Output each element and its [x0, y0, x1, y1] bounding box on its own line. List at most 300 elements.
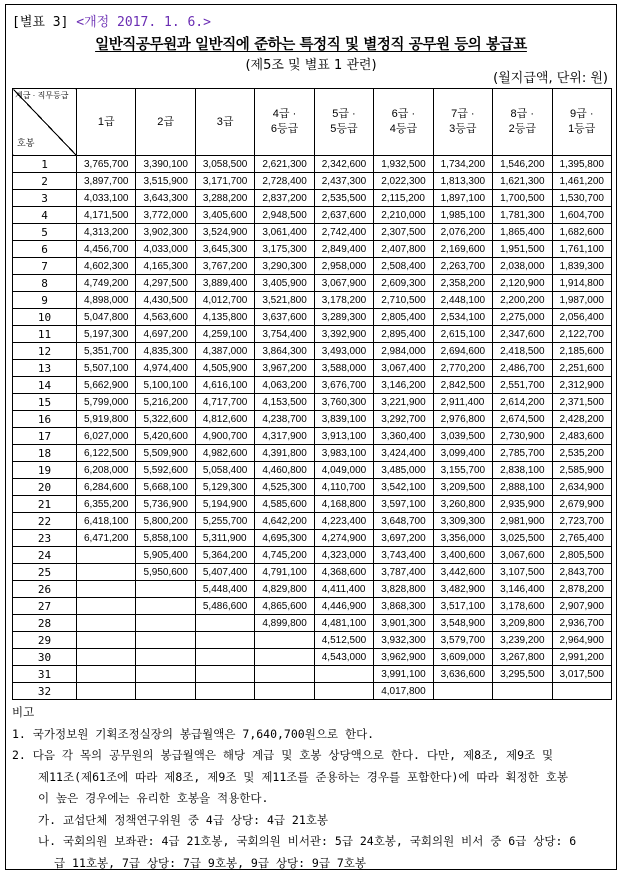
salary-cell: 4,829,800: [255, 581, 314, 598]
salary-cell: 5,129,300: [195, 479, 254, 496]
salary-cell: 2,076,200: [433, 224, 492, 241]
table-row: [13, 190, 612, 207]
salary-cell: 3,515,900: [136, 173, 195, 190]
salary-cell: 1,700,500: [493, 190, 552, 207]
salary-cell: 4,313,200: [77, 224, 136, 241]
salary-cell: 3,061,400: [255, 224, 314, 241]
salary-cell: [433, 683, 492, 700]
step-number-cell: 29: [13, 632, 77, 649]
salary-cell: 2,437,300: [314, 173, 373, 190]
salary-cell: 2,418,500: [493, 343, 552, 360]
salary-cell: 5,668,100: [136, 479, 195, 496]
salary-cell: 3,597,100: [374, 496, 433, 513]
salary-cell: 5,322,600: [136, 411, 195, 428]
salary-cell: 4,505,900: [195, 360, 254, 377]
salary-cell: 5,507,100: [77, 360, 136, 377]
salary-cell: 3,017,500: [552, 666, 612, 683]
table-row: [13, 258, 612, 275]
salary-cell: 4,456,700: [77, 241, 136, 258]
salary-cell: 3,221,900: [374, 394, 433, 411]
salary-cell: 2,210,000: [374, 207, 433, 224]
salary-cell: 4,602,300: [77, 258, 136, 275]
salary-cell: 4,900,700: [195, 428, 254, 445]
salary-cell: 3,754,400: [255, 326, 314, 343]
salary-cell: 2,805,400: [374, 309, 433, 326]
salary-cell: 3,889,400: [195, 275, 254, 292]
note-2-item-ga: 가. 교섭단체 정책연구위원 중 4급 상당: 4급 21호봉: [38, 812, 328, 827]
note-2-line-1: 2. 다음 각 목의 공무원의 봉급월액은 해당 계급 및 호봉 상당액으로 한다. 다만, 제8조, 제9조 및: [12, 748, 554, 762]
salary-cell: 3,309,300: [433, 513, 492, 530]
table-header-row: [13, 89, 612, 156]
column-header: [77, 89, 136, 156]
salary-cell: 4,745,200: [255, 547, 314, 564]
salary-cell: 3,760,300: [314, 394, 373, 411]
salary-cell: 4,165,300: [136, 258, 195, 275]
column-header-line: 9급 ·: [570, 108, 594, 120]
salary-cell: 3,868,300: [374, 598, 433, 615]
salary-cell: 2,958,000: [314, 258, 373, 275]
salary-cell: [136, 649, 195, 666]
salary-cell: 5,255,700: [195, 513, 254, 530]
salary-cell: 2,634,900: [552, 479, 612, 496]
salary-cell: 5,509,900: [136, 445, 195, 462]
salary-cell: 6,471,200: [77, 530, 136, 547]
step-number-cell: 9: [13, 292, 77, 309]
salary-cell: 4,168,800: [314, 496, 373, 513]
salary-cell: 4,274,900: [314, 530, 373, 547]
salary-cell: 3,767,200: [195, 258, 254, 275]
table-row: [13, 428, 612, 445]
salary-cell: 3,025,500: [493, 530, 552, 547]
table-row: [13, 598, 612, 615]
document-page: [5, 4, 617, 870]
column-header-line: 3급: [216, 115, 234, 128]
salary-cell: 3,175,300: [255, 241, 314, 258]
salary-cell: 3,392,900: [314, 326, 373, 343]
annex-number: [별표 3]: [12, 15, 69, 30]
salary-cell: 4,411,400: [314, 581, 373, 598]
salary-cell: [77, 564, 136, 581]
column-header-line: 6급 ·: [391, 108, 416, 120]
salary-cell: 2,838,100: [493, 462, 552, 479]
salary-cell: 2,185,600: [552, 343, 612, 360]
salary-cell: 2,981,900: [493, 513, 552, 530]
salary-cell: 2,976,800: [433, 411, 492, 428]
salary-cell: 4,368,600: [314, 564, 373, 581]
note-1: 1. 국가정보원 기획조정실장의 봉급월액은 7,640,700원으로 한다.: [12, 726, 375, 741]
salary-cell: 4,695,300: [255, 530, 314, 547]
salary-cell: 3,743,400: [374, 547, 433, 564]
step-number-cell: 1: [13, 156, 77, 173]
salary-cell: 3,901,300: [374, 615, 433, 632]
salary-cell: 5,351,700: [77, 343, 136, 360]
salary-cell: [195, 666, 254, 683]
salary-cell: 4,223,400: [314, 513, 373, 530]
salary-cell: 3,579,700: [433, 632, 492, 649]
salary-cell: 5,919,800: [77, 411, 136, 428]
column-header-line: 2급: [157, 115, 175, 128]
salary-cell: 6,122,500: [77, 445, 136, 462]
table-row: [13, 275, 612, 292]
salary-cell: [77, 632, 136, 649]
salary-cell: 3,897,700: [77, 173, 136, 190]
note-2-item-na-line-2: 급 11호봉, 7급 상당: 7급 9호봉, 9급 상당: 9급 7호봉: [54, 855, 367, 870]
salary-cell: 2,275,000: [493, 309, 552, 326]
salary-cell: 1,761,100: [552, 241, 612, 258]
table-body: [13, 156, 612, 700]
salary-cell: [136, 581, 195, 598]
table-row: [13, 207, 612, 224]
step-number-cell: 5: [13, 224, 77, 241]
salary-cell: 4,135,800: [195, 309, 254, 326]
salary-cell: 4,697,200: [136, 326, 195, 343]
salary-cell: 1,604,700: [552, 207, 612, 224]
salary-cell: 2,842,500: [433, 377, 492, 394]
salary-cell: 4,033,100: [77, 190, 136, 207]
salary-cell: 5,905,400: [136, 547, 195, 564]
salary-cell: 1,813,300: [433, 173, 492, 190]
table-row: [13, 173, 612, 190]
salary-cell: 2,535,500: [314, 190, 373, 207]
table-row: [13, 462, 612, 479]
salary-cell: 5,736,900: [136, 496, 195, 513]
salary-cell: 2,508,400: [374, 258, 433, 275]
salary-cell: 2,312,900: [552, 377, 612, 394]
salary-cell: 2,535,200: [552, 445, 612, 462]
salary-cell: 3,542,100: [374, 479, 433, 496]
salary-cell: 2,723,700: [552, 513, 612, 530]
salary-cell: 3,643,300: [136, 190, 195, 207]
salary-cell: 2,056,400: [552, 309, 612, 326]
salary-cell: 3,171,700: [195, 173, 254, 190]
salary-cell: 2,371,500: [552, 394, 612, 411]
salary-cell: 3,058,500: [195, 156, 254, 173]
salary-cell: 2,486,700: [493, 360, 552, 377]
column-header: [136, 89, 195, 156]
salary-cell: 3,288,200: [195, 190, 254, 207]
salary-cell: 3,178,200: [314, 292, 373, 309]
salary-cell: 3,913,100: [314, 428, 373, 445]
step-number-cell: 7: [13, 258, 77, 275]
revision-date: <개정 2017. 1. 6.>: [76, 15, 211, 30]
salary-cell: 2,615,100: [433, 326, 492, 343]
salary-cell: 4,323,000: [314, 547, 373, 564]
salary-cell: 3,292,700: [374, 411, 433, 428]
salary-cell: 3,645,300: [195, 241, 254, 258]
step-number-cell: 16: [13, 411, 77, 428]
salary-cell: [255, 666, 314, 683]
annex-tag: [12, 11, 211, 30]
salary-cell: 2,585,900: [552, 462, 612, 479]
salary-cell: 2,710,500: [374, 292, 433, 309]
step-number-cell: 12: [13, 343, 77, 360]
salary-cell: 5,799,000: [77, 394, 136, 411]
salary-cell: 4,835,300: [136, 343, 195, 360]
salary-cell: 4,259,100: [195, 326, 254, 343]
salary-cell: 1,546,200: [493, 156, 552, 173]
salary-cell: [314, 666, 373, 683]
salary-cell: 1,395,800: [552, 156, 612, 173]
salary-cell: 3,648,700: [374, 513, 433, 530]
salary-cell: 3,039,500: [433, 428, 492, 445]
column-header-line: 6등급: [270, 123, 299, 135]
salary-cell: 3,405,900: [255, 275, 314, 292]
salary-cell: 1,865,400: [493, 224, 552, 241]
salary-cell: 2,991,200: [552, 649, 612, 666]
salary-cell: 5,950,600: [136, 564, 195, 581]
salary-cell: 5,216,200: [136, 394, 195, 411]
step-number-cell: 30: [13, 649, 77, 666]
salary-cell: 3,828,800: [374, 581, 433, 598]
step-number-cell: 6: [13, 241, 77, 258]
salary-cell: 4,899,800: [255, 615, 314, 632]
salary-table: [12, 88, 612, 700]
salary-cell: 2,609,300: [374, 275, 433, 292]
salary-cell: [77, 649, 136, 666]
salary-cell: 2,358,200: [433, 275, 492, 292]
salary-cell: 3,493,000: [314, 343, 373, 360]
salary-cell: 1,839,300: [552, 258, 612, 275]
salary-cell: 3,485,000: [374, 462, 433, 479]
salary-cell: 4,387,000: [195, 343, 254, 360]
salary-cell: 2,115,200: [374, 190, 433, 207]
table-row: [13, 615, 612, 632]
salary-cell: 3,442,600: [433, 564, 492, 581]
salary-cell: 4,616,100: [195, 377, 254, 394]
salary-cell: 3,267,800: [493, 649, 552, 666]
salary-cell: [77, 581, 136, 598]
salary-cell: 2,637,600: [314, 207, 373, 224]
salary-cell: 3,482,900: [433, 581, 492, 598]
salary-cell: 5,197,300: [77, 326, 136, 343]
salary-cell: 4,460,800: [255, 462, 314, 479]
table-row: [13, 156, 612, 173]
salary-cell: 5,486,600: [195, 598, 254, 615]
column-header: [255, 89, 314, 156]
salary-cell: [195, 632, 254, 649]
salary-cell: 2,936,700: [552, 615, 612, 632]
salary-cell: 3,697,200: [374, 530, 433, 547]
salary-cell: [136, 683, 195, 700]
salary-cell: 5,364,200: [195, 547, 254, 564]
salary-cell: 5,420,600: [136, 428, 195, 445]
salary-cell: [255, 649, 314, 666]
salary-cell: 1,781,300: [493, 207, 552, 224]
salary-cell: [255, 632, 314, 649]
salary-cell: 3,636,600: [433, 666, 492, 683]
salary-cell: 2,169,600: [433, 241, 492, 258]
salary-cell: 4,585,600: [255, 496, 314, 513]
salary-cell: 2,342,600: [314, 156, 373, 173]
salary-cell: 4,642,200: [255, 513, 314, 530]
column-header: [374, 89, 433, 156]
step-number-cell: 27: [13, 598, 77, 615]
salary-cell: 2,770,200: [433, 360, 492, 377]
document-subtitle: (제5조 및 별표 1 관련): [245, 58, 377, 73]
step-number-cell: 24: [13, 547, 77, 564]
salary-cell: 6,027,000: [77, 428, 136, 445]
salary-cell: 4,717,700: [195, 394, 254, 411]
salary-cell: 2,674,500: [493, 411, 552, 428]
salary-cell: 4,749,200: [77, 275, 136, 292]
salary-cell: 2,483,600: [552, 428, 612, 445]
salary-cell: 3,400,600: [433, 547, 492, 564]
salary-cell: 5,311,900: [195, 530, 254, 547]
salary-cell: 2,888,100: [493, 479, 552, 496]
salary-cell: 3,548,900: [433, 615, 492, 632]
salary-cell: 2,679,900: [552, 496, 612, 513]
salary-cell: [195, 615, 254, 632]
salary-cell: 2,428,200: [552, 411, 612, 428]
table-row: [13, 360, 612, 377]
salary-cell: [77, 615, 136, 632]
notes-heading: 비고: [12, 705, 35, 719]
salary-cell: 2,843,700: [552, 564, 612, 581]
table-row: [13, 309, 612, 326]
table-row: [13, 581, 612, 598]
salary-cell: 3,067,600: [493, 547, 552, 564]
salary-cell: 1,914,800: [552, 275, 612, 292]
column-header-line: 1급: [97, 115, 115, 128]
table-row: [13, 666, 612, 683]
salary-cell: 3,962,900: [374, 649, 433, 666]
salary-cell: 1,987,000: [552, 292, 612, 309]
step-number-cell: 11: [13, 326, 77, 343]
unit-note: (월지급액, 단위: 원): [493, 71, 608, 86]
salary-cell: 2,038,000: [493, 258, 552, 275]
salary-cell: 2,935,900: [493, 496, 552, 513]
salary-cell: 2,728,400: [255, 173, 314, 190]
salary-cell: 2,694,600: [433, 343, 492, 360]
salary-cell: 4,110,700: [314, 479, 373, 496]
salary-cell: 5,100,100: [136, 377, 195, 394]
salary-cell: 3,424,400: [374, 445, 433, 462]
salary-cell: 5,662,900: [77, 377, 136, 394]
column-header: [493, 89, 552, 156]
salary-cell: 3,290,300: [255, 258, 314, 275]
step-number-cell: 10: [13, 309, 77, 326]
salary-cell: 6,208,000: [77, 462, 136, 479]
table-row: [13, 394, 612, 411]
salary-cell: [77, 547, 136, 564]
table-row: [13, 547, 612, 564]
salary-cell: 4,525,300: [255, 479, 314, 496]
salary-cell: 4,563,600: [136, 309, 195, 326]
step-number-cell: 23: [13, 530, 77, 547]
salary-cell: 6,284,600: [77, 479, 136, 496]
salary-cell: 3,155,700: [433, 462, 492, 479]
salary-cell: 3,609,000: [433, 649, 492, 666]
salary-cell: [136, 666, 195, 683]
salary-cell: 4,812,600: [195, 411, 254, 428]
notes-section: [12, 702, 612, 874]
salary-cell: 3,637,600: [255, 309, 314, 326]
table-row: [13, 411, 612, 428]
salary-cell: 2,251,600: [552, 360, 612, 377]
table-row: [13, 632, 612, 649]
step-number-cell: 4: [13, 207, 77, 224]
salary-cell: 4,317,900: [255, 428, 314, 445]
salary-cell: 4,481,100: [314, 615, 373, 632]
salary-cell: 2,984,000: [374, 343, 433, 360]
salary-cell: 3,676,700: [314, 377, 373, 394]
salary-cell: 4,512,500: [314, 632, 373, 649]
column-header-line: 2등급: [508, 123, 536, 135]
column-header-line: 7급 ·: [451, 108, 475, 120]
salary-cell: 2,895,400: [374, 326, 433, 343]
salary-cell: 3,405,600: [195, 207, 254, 224]
table-row: [13, 377, 612, 394]
salary-cell: [195, 649, 254, 666]
table-row: [13, 241, 612, 258]
step-number-cell: 8: [13, 275, 77, 292]
salary-cell: 3,146,400: [493, 581, 552, 598]
salary-cell: 4,543,000: [314, 649, 373, 666]
salary-cell: 2,742,400: [314, 224, 373, 241]
salary-cell: 2,907,900: [552, 598, 612, 615]
salary-cell: 2,263,700: [433, 258, 492, 275]
salary-cell: 1,897,100: [433, 190, 492, 207]
salary-cell: 2,948,500: [255, 207, 314, 224]
salary-cell: 3,260,800: [433, 496, 492, 513]
step-number-cell: 21: [13, 496, 77, 513]
salary-cell: 2,621,300: [255, 156, 314, 173]
salary-cell: 4,017,800: [374, 683, 433, 700]
salary-cell: 4,063,200: [255, 377, 314, 394]
salary-cell: 3,787,400: [374, 564, 433, 581]
salary-cell: [255, 683, 314, 700]
salary-cell: 6,355,200: [77, 496, 136, 513]
salary-cell: [136, 598, 195, 615]
salary-cell: 2,964,900: [552, 632, 612, 649]
salary-cell: 4,898,000: [77, 292, 136, 309]
salary-cell: 3,295,500: [493, 666, 552, 683]
step-number-cell: 14: [13, 377, 77, 394]
salary-cell: [77, 683, 136, 700]
salary-cell: 4,446,900: [314, 598, 373, 615]
salary-cell: 5,592,600: [136, 462, 195, 479]
salary-cell: [493, 683, 552, 700]
step-number-cell: 26: [13, 581, 77, 598]
salary-cell: 2,765,400: [552, 530, 612, 547]
salary-cell: 2,307,500: [374, 224, 433, 241]
salary-cell: 3,983,100: [314, 445, 373, 462]
salary-cell: 3,588,000: [314, 360, 373, 377]
salary-cell: 4,049,000: [314, 462, 373, 479]
salary-cell: 1,951,500: [493, 241, 552, 258]
column-header-line: 5급 ·: [332, 108, 356, 120]
salary-cell: [77, 598, 136, 615]
salary-cell: 4,974,400: [136, 360, 195, 377]
corner-step-label: 호봉: [17, 138, 35, 148]
salary-cell: 4,238,700: [255, 411, 314, 428]
step-number-cell: 13: [13, 360, 77, 377]
column-header-line: 3등급: [449, 123, 477, 135]
salary-cell: 5,448,400: [195, 581, 254, 598]
step-number-cell: 25: [13, 564, 77, 581]
column-header: [552, 89, 612, 156]
salary-cell: 1,682,600: [552, 224, 612, 241]
step-number-cell: 22: [13, 513, 77, 530]
salary-cell: 3,517,100: [433, 598, 492, 615]
column-header-line: 4급 ·: [272, 108, 297, 120]
document-title: 일반직공무원과 일반직에 준하는 특정직 및 별정직 공무원 등의 봉급표: [95, 37, 527, 53]
salary-cell: 2,407,800: [374, 241, 433, 258]
salary-cell: 4,171,500: [77, 207, 136, 224]
salary-cell: 1,461,200: [552, 173, 612, 190]
salary-cell: 5,058,400: [195, 462, 254, 479]
column-header-line: 4등급: [389, 123, 418, 135]
